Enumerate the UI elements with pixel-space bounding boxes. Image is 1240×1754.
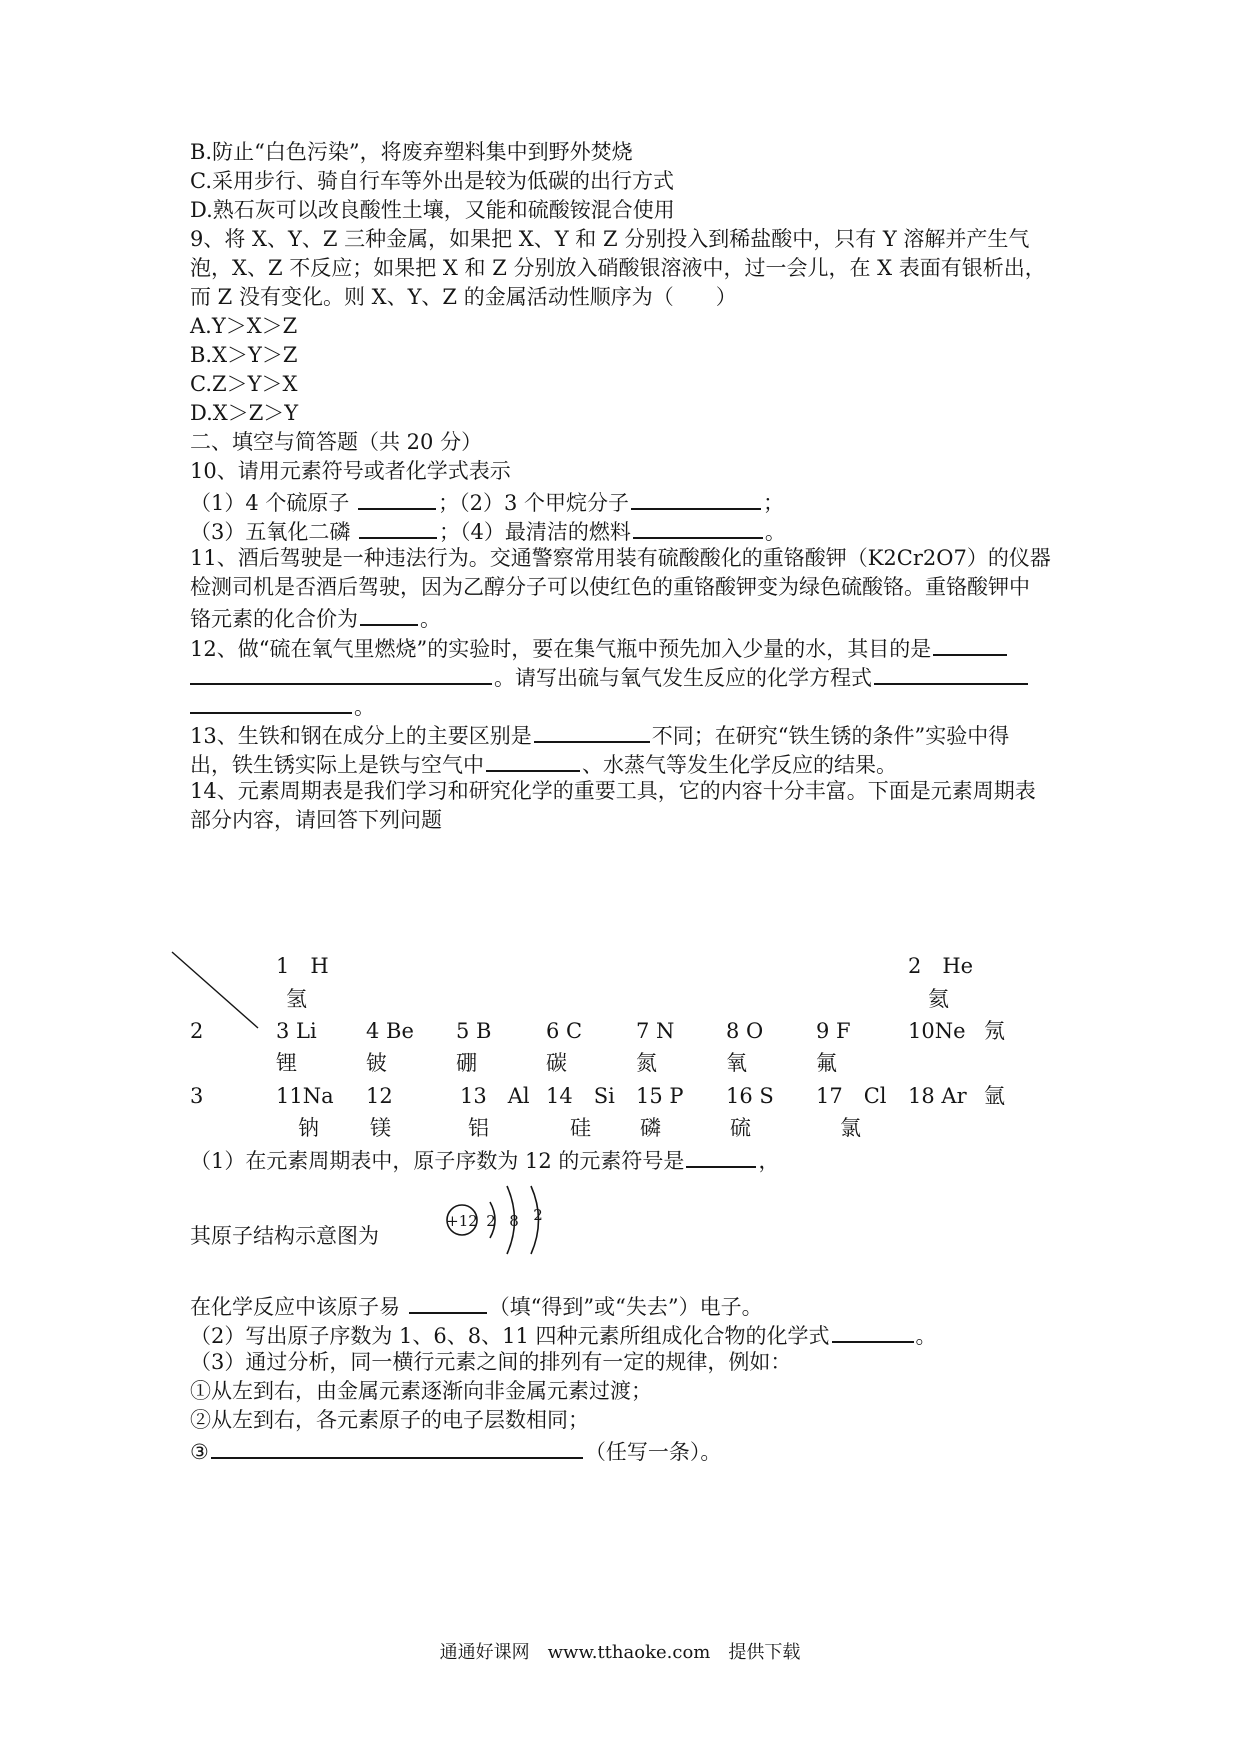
answer-blank[interactable] bbox=[631, 486, 761, 510]
answer-blank[interactable] bbox=[359, 515, 437, 539]
q13-text-3: 出，铁生锈实际上是铁与空气中 bbox=[190, 753, 484, 777]
sub2-line bbox=[190, 1319, 937, 1350]
q9-option-c: C.Z＞Y＞X bbox=[190, 372, 298, 396]
rule-3-line bbox=[190, 1435, 721, 1466]
element-symbol: 6 C bbox=[546, 1019, 583, 1043]
sub1-text: （1）在元素周期表中，原子序数为 12 的元素符号是 bbox=[190, 1149, 685, 1173]
q12-line-2 bbox=[190, 661, 1030, 692]
element-symbol: 9 F bbox=[816, 1019, 851, 1043]
q9-option-d: D.X＞Z＞Y bbox=[190, 401, 299, 425]
element-symbol: 8 O bbox=[726, 1019, 764, 1043]
q12-text-2: 。请写出硫与氧气发生反应的化学方程式 bbox=[494, 666, 872, 690]
element-name: 硼 bbox=[456, 1051, 477, 1075]
element-symbol: 17 Cl bbox=[816, 1084, 887, 1108]
rule-1: ①从左到右，由金属元素逐渐向非金属元素过渡； bbox=[190, 1379, 652, 1403]
element-symbol: 1 H bbox=[276, 954, 329, 978]
element-name: 钠 bbox=[298, 1116, 319, 1140]
sub3-line: （3）通过分析，同一横行元素之间的排列有一定的规律，例如： bbox=[190, 1350, 792, 1374]
q9-option-a: A.Y＞X＞Z bbox=[190, 314, 298, 338]
element-symbol: 18 Ar bbox=[908, 1084, 967, 1108]
q13-text-2: 不同；在研究“铁生锈的条件”实验中得 bbox=[651, 724, 1010, 748]
section-heading: 二、填空与简答题（共 20 分） bbox=[190, 430, 483, 454]
answer-blank[interactable] bbox=[686, 1144, 756, 1168]
q10-part-3: （3）五氧化二磷 bbox=[190, 520, 358, 544]
element-symbol: 15 P bbox=[636, 1084, 684, 1108]
element-name: 锂 bbox=[276, 1051, 297, 1075]
element-symbol: 5 B bbox=[456, 1019, 492, 1043]
element-name: 碳 bbox=[546, 1051, 567, 1075]
element-name: 氯 bbox=[840, 1116, 861, 1140]
table-corner-diagonal bbox=[170, 950, 260, 1030]
rule-2: ②从左到右，各元素原子的电子层数相同； bbox=[190, 1408, 589, 1432]
element-name: 铝 bbox=[468, 1116, 489, 1140]
shell-electrons-2: 8 bbox=[509, 1212, 519, 1230]
punctuation: ， bbox=[758, 1149, 780, 1173]
q14-line-2: 部分内容，请回答下列问题 bbox=[190, 808, 442, 832]
element-name: 镁 bbox=[370, 1116, 391, 1140]
q10-title: 10、请用元素符号或者化学式表示 bbox=[190, 459, 511, 483]
q8-option-b: B.防止“白色污染”，将废弃塑料集中到野外焚烧 bbox=[190, 140, 633, 164]
atomic-diagram-label: 其原子结构示意图为 bbox=[190, 1224, 379, 1248]
answer-blank[interactable] bbox=[874, 661, 1028, 685]
q13-line-1 bbox=[190, 719, 1009, 750]
element-name: 氮 bbox=[636, 1051, 657, 1075]
q10-line-1 bbox=[190, 486, 784, 517]
rule-3-marker: ③ bbox=[190, 1440, 209, 1464]
element-symbol: 11Na bbox=[276, 1084, 334, 1108]
element-symbol: 7 N bbox=[636, 1019, 675, 1043]
q9-option-b: B.X＞Y＞Z bbox=[190, 343, 298, 367]
element-name: 氩 bbox=[984, 1084, 1005, 1108]
answer-blank[interactable] bbox=[534, 719, 650, 743]
q10-part-4: ；（4）最清洁的燃料 bbox=[439, 520, 631, 544]
q9-text-line-3: 而 Z 没有变化。则 X、Y、Z 的金属活动性顺序为（ ） bbox=[190, 285, 737, 309]
q13-text: 13、生铁和钢在成分上的主要区别是 bbox=[190, 724, 532, 748]
punctuation: 。 bbox=[915, 1324, 937, 1348]
answer-blank[interactable] bbox=[486, 748, 580, 772]
element-name: 硫 bbox=[730, 1116, 751, 1140]
footer-credit: 通通好课网 www.tthaoke.com 提供下载 bbox=[439, 1642, 801, 1663]
q9-text-line-2: 泡，X、Z 不反应；如果把 X 和 Z 分别放入硝酸银溶液中，过一会儿，在 X 表面有银析出， bbox=[190, 256, 1046, 280]
element-symbol: 10Ne bbox=[908, 1019, 966, 1043]
answer-blank[interactable] bbox=[933, 632, 1007, 656]
q11-text: 铬元素的化合价为 bbox=[190, 607, 358, 631]
element-name: 铍 bbox=[366, 1051, 387, 1075]
q11-line-2: 检测司机是否酒后驾驶，因为乙醇分子可以使红色的重铬酸钾变为绿色硫酸铬。重铬酸钾中 bbox=[190, 575, 1030, 599]
element-name: 氦 bbox=[928, 987, 949, 1011]
q12-line-3 bbox=[190, 690, 375, 721]
punctuation: 。 bbox=[420, 607, 441, 631]
atomic-structure-diagram bbox=[440, 1180, 560, 1260]
punctuation: 。 bbox=[764, 520, 786, 544]
q14-line-1: 14、元素周期表是我们学习和研究化学的重要工具，它的内容十分丰富。下面是元素周期表 bbox=[190, 779, 1036, 803]
sub1-line-2 bbox=[190, 1290, 763, 1321]
shell-electrons-1: 2 bbox=[486, 1212, 496, 1230]
element-name: 氧 bbox=[726, 1051, 747, 1075]
sub2-text: （2）写出原子序数为 1、6、8、11 四种元素所组成化合物的化学式 bbox=[190, 1324, 830, 1348]
element-name: 硅 bbox=[570, 1116, 591, 1140]
element-symbol: 16 S bbox=[726, 1084, 774, 1108]
q8-option-c: C.采用步行、骑自行车等外出是较为低碳的出行方式 bbox=[190, 169, 674, 193]
answer-blank[interactable] bbox=[211, 1435, 583, 1459]
answer-blank[interactable] bbox=[633, 515, 763, 539]
period-number: 2 bbox=[190, 1019, 204, 1043]
nucleus-charge: +12 bbox=[446, 1212, 478, 1230]
rule-3-text: （任写一条）。 bbox=[584, 1440, 722, 1464]
q11-line-3 bbox=[190, 602, 441, 633]
q13-line-2 bbox=[190, 748, 897, 779]
q11-line-1: 11、酒后驾驶是一种违法行为。交通警察常用装有硫酸酸化的重铬酸钾（K2Cr2O7）的仪器 bbox=[190, 546, 1051, 570]
answer-blank[interactable] bbox=[832, 1319, 914, 1343]
element-symbol: 14 Si bbox=[546, 1084, 615, 1108]
q10-part-2: ；（2）3 个甲烷分子 bbox=[438, 491, 629, 515]
punctuation: ； bbox=[762, 491, 784, 515]
q9-text-line-1: 9、将 X、Y、Z 三种金属，如果把 X、Y 和 Z 分别投入到稀盐酸中，只有 Y 溶解并产生气 bbox=[190, 227, 1030, 251]
element-name: 氢 bbox=[286, 987, 307, 1011]
element-symbol: 12 bbox=[366, 1084, 393, 1108]
element-symbol: 13 Al bbox=[460, 1084, 530, 1108]
sub1-text-3: （填“得到”或“失去”）电子。 bbox=[488, 1295, 763, 1319]
sub1-text-2: 在化学反应中该原子易 bbox=[190, 1295, 407, 1319]
q10-line-2 bbox=[190, 515, 786, 546]
element-name: 氖 bbox=[984, 1019, 1005, 1043]
answer-blank[interactable] bbox=[360, 602, 418, 626]
q13-text-4: 、水蒸气等发生化学反应的结果。 bbox=[582, 753, 897, 777]
sub1-line bbox=[190, 1144, 779, 1175]
element-symbol: 2 He bbox=[908, 954, 974, 978]
q12-line-1 bbox=[190, 632, 1009, 663]
period-number: 3 bbox=[190, 1084, 204, 1108]
element-name: 磷 bbox=[640, 1116, 661, 1140]
element-symbol: 4 Be bbox=[366, 1019, 414, 1043]
element-name: 氟 bbox=[816, 1051, 837, 1075]
punctuation: 。 bbox=[354, 695, 375, 719]
q10-part-1: （1）4 个硫原子 bbox=[190, 491, 357, 515]
answer-blank[interactable] bbox=[190, 661, 492, 685]
element-symbol: 3 Li bbox=[276, 1019, 317, 1043]
answer-blank[interactable] bbox=[190, 690, 352, 714]
q8-option-d: D.熟石灰可以改良酸性土壤，又能和硫酸铵混合使用 bbox=[190, 198, 675, 222]
shell-electrons-3: 2 bbox=[533, 1206, 543, 1224]
answer-blank[interactable] bbox=[409, 1290, 487, 1314]
q12-text: 12、做“硫在氧气里燃烧”的实验时，要在集气瓶中预先加入少量的水，其目的是 bbox=[190, 637, 932, 661]
answer-blank[interactable] bbox=[358, 486, 436, 510]
